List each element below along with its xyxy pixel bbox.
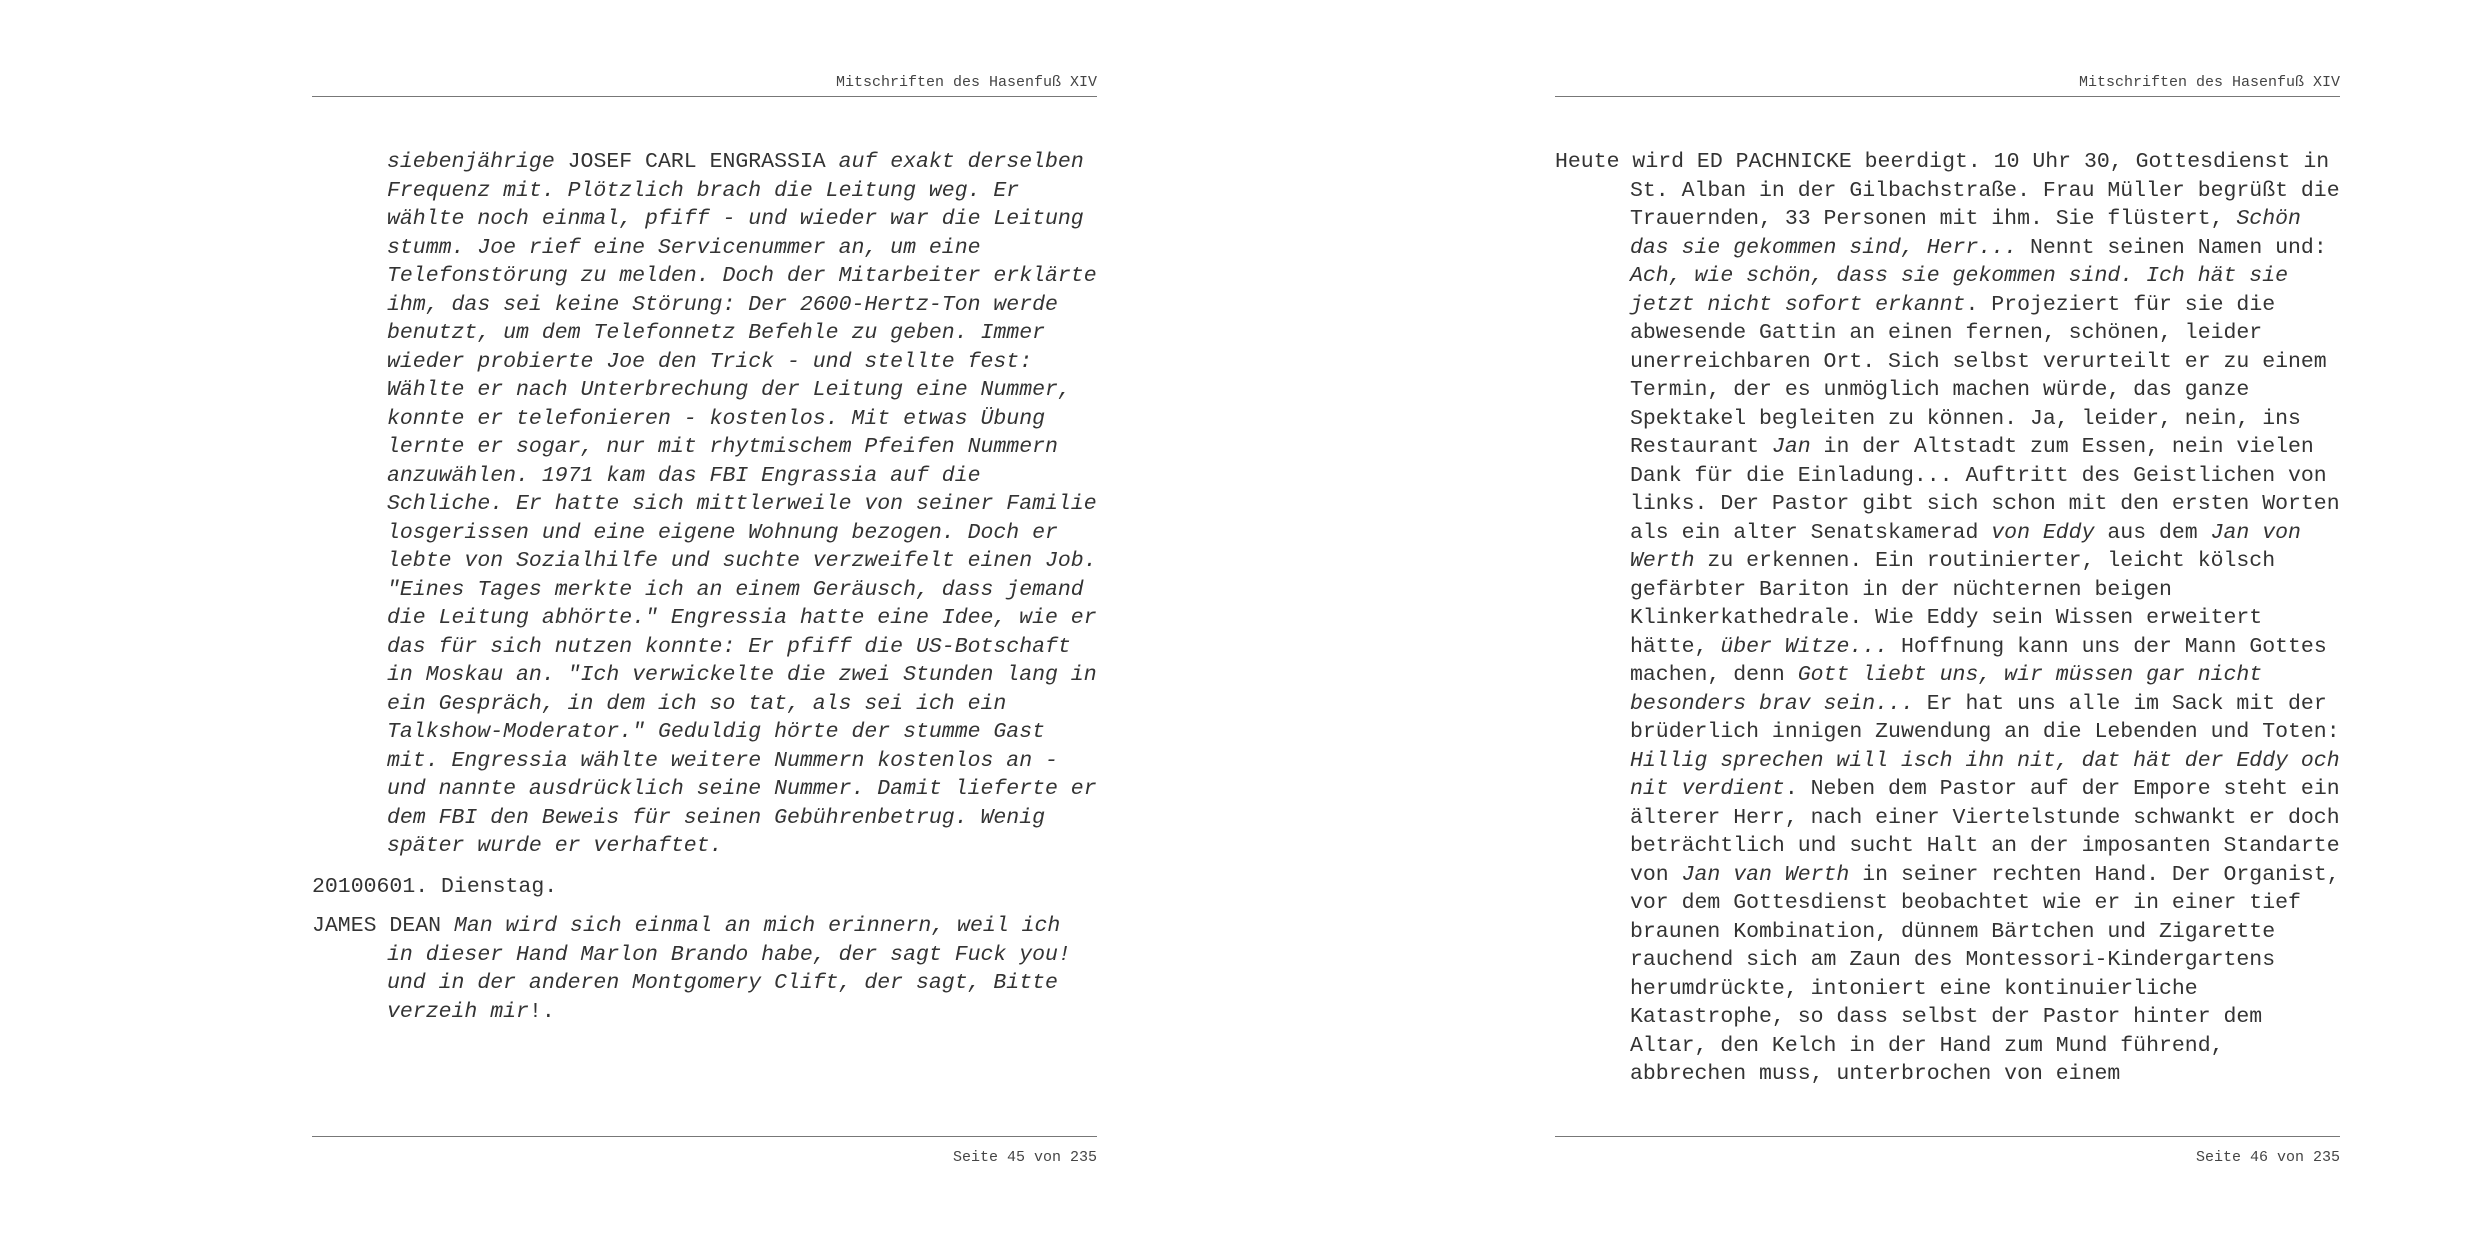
page-number: Seite 45 von 235 <box>952 1149 1097 1166</box>
left-page <box>312 0 1110 1240</box>
text-run: . Neben dem Pastor auf der Empore steht ein älterer Herr, nach einer Viertelstunde schwankt er doch beträchtlich und sucht Halt an der imposanten Standarte von <box>1630 777 2353 887</box>
paragraph <box>1555 148 2353 1089</box>
body-text <box>1555 148 2353 1089</box>
text-run: Nennt seinen Namen und: <box>2017 235 2340 260</box>
body-text <box>312 148 1110 1026</box>
italic-text: auf exakt derselben Frequenz mit. Plötzlich brach die Leitung weg. Er wählte noch einmal, pfiff - und wieder war die Leitung stumm. Joe rief eine Servicenummer an, um eine Telefonstörung zu melden. Doch der Mitarbeiter erklärte ihm, das sei keine Störung: Der 2600-Hertz-Ton werde benutzt, um dem Telefonnetz Befehle zu geben. Immer wieder probierte Joe den Trick - und stellte fest: Wählte er nach Unterbrechung der Leitung eine Nummer, konnte er telefonieren - kostenlos. Mit etwas Übung lernte er sogar, nur mit rhytmischem Pfeifen Nummern anzuwählen. 1971 kam das FBI Engrassia auf die Schliche. Er hatte sich mittlerweile von seiner Familie losgerissen und eine eigene Wohnung bezogen. Doch er lebte von Sozialhilfe und suchte verzweifelt einen Job. "Eines Tages merkte ich an einem Geräusch, dass jemand die Leitung abhörte." Engressia hatte eine Idee, wie er das für sich nutzen konnte: Er pfiff die US-Botschaft in Moskau an. "Ich verwickelte die zwei Stunden lang in ein Gespräch, in dem ich so tat, als sei ich ein Talkshow-Moderator." Geduldig hörte der stumme Gast mit. Engressia wählte weitere Nummern kostenlos an - und nannte ausdrücklich seine Nummer. Damit lieferte er dem FBI den Beweis für seinen Gebührenbetrug. Wenig später wurde er verhaftet. <box>387 150 1110 858</box>
text-run: Heute wird ED PACHNICKE beerdigt. 10 Uhr 30, Gottesdienst in St. Alban in der Gilbachstraße. Frau Müller begrüßt die Trauernden, 33 Personen mit ihm. Sie flüstert, <box>1555 150 2353 231</box>
footer-rule <box>1555 1136 2340 1137</box>
italic-text: Ach, wie schön, dass sie gekommen sind. Ich hät sie jetzt nicht sofort erkannt <box>1630 264 2301 317</box>
italic-text: Hillig sprechen will isch ihn nit, dat hät der Eddy och nit verdient <box>1630 748 2353 801</box>
italic-text: über Witze... <box>1720 634 1889 659</box>
italic-text: Schön das sie gekommen sind, Herr... <box>1630 207 2314 260</box>
italic-text: von Eddy <box>1991 520 2095 545</box>
text-run: . Projeziert für sie die abwesende Gattin an einen fernen, schönen, leider unerreichbaren Ort. Sich selbst verurteilt er zu einem Termin, der es unmöglich machen würde, das ganze Spektakel begleiten zu können. Ja, leider, nein, ins Restaurant <box>1630 292 2340 459</box>
italic-text: Jan <box>1771 435 1811 459</box>
text-run: Er hat uns alle im Sack mit der brüderlich innigen Zuwendung an die Lebenden und Toten: <box>1630 691 2353 744</box>
text-run: Hoffnung kann uns der Mann Gottes machen, denn <box>1630 634 2340 687</box>
italic-text: Jan van Werth <box>1681 862 1850 887</box>
page-number: Seite 46 von 235 <box>2195 1149 2340 1166</box>
text-run: 20100601. Dienstag. <box>312 874 558 899</box>
text-run: aus dem <box>2094 520 2211 545</box>
italic-text: Gott liebt uns, wir müssen gar nicht besonders brav sein... <box>1630 663 2276 716</box>
date-entry <box>312 873 1097 902</box>
text-run: JOSEF CARL ENGRASSIA <box>567 150 826 174</box>
footer-rule <box>312 1136 1097 1137</box>
running-head: Mitschriften des Hasenfuß XIV <box>835 74 1097 91</box>
right-page <box>1555 0 2353 1240</box>
text-run: zu erkennen. Ein routinierter, leicht kölsch gefärbter Bariton in der nüchternen beigen Klinkerkathedrale. Wie Eddy sein Wissen erweitert hätte, <box>1630 549 2289 659</box>
italic-text: siebenjährige <box>387 150 568 174</box>
text-run: in seiner rechten Hand. Der Organist, vor dem Gottesdienst beobachtet wie er in einer tief braunen Kombination, dünnem Bärtchen und Zigarette rauchend sich am Zaun des Montessori-Kindergartens herumdrückte, intoniert eine kontinuierliche Katastrophe, so dass selbst der Pastor hinter dem Altar, den Kelch in der Hand zum Mund führend, abbrechen muss, unterbrochen von einem <box>1630 862 2353 1086</box>
running-head: Mitschriften des Hasenfuß XIV <box>2078 74 2340 91</box>
paragraph <box>312 148 1110 861</box>
header-rule <box>1555 96 2340 97</box>
header-rule <box>312 96 1097 97</box>
italic-text: Man wird sich einmal an mich erinnern, weil ich in dieser Hand Marlon Brando habe, der sagt Fuck you! und in der anderen Montgomery Clift, der sagt, Bitte verzeih mir <box>387 914 1084 1024</box>
italic-text: Jan von Werth <box>1630 520 2314 573</box>
text-run: in der Altstadt zum Essen, nein vielen Dank für die Einladung... Auftritt des Geistlichen von links. Der Pastor gibt sich schon mit den ersten Worten als ein alter Senatskamerad <box>1630 435 2353 545</box>
paragraph <box>312 912 1097 1026</box>
text-run: JAMES DEAN <box>312 914 454 938</box>
text-run: !. <box>528 999 555 1024</box>
